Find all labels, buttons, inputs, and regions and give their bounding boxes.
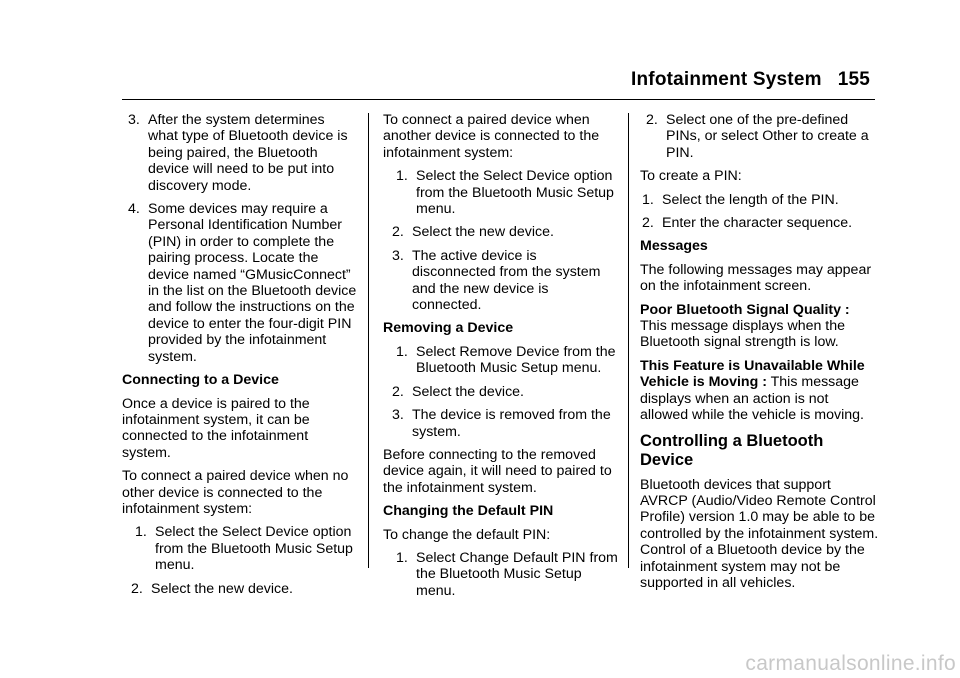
list-number: 1. [642,191,654,208]
section-title: Infotainment System [631,69,822,90]
subheading-changing-pin: Changing the Default PIN [383,503,554,520]
list-item [383,168,619,217]
watermark: carmanualsonline.info [745,652,956,675]
subheading-messages: Messages [640,238,708,255]
list-item [383,550,619,599]
list-text: Select the Select Device option from the Bluetooth Music Setup menu. [155,524,353,574]
header-rule [122,99,875,100]
paragraph: Before connecting to the removed device again, it will need to paired to the infotainment system. [383,446,612,496]
list-number: 3. [392,407,404,424]
message-label: Poor Bluetooth Signal Quality : [640,301,850,318]
list-item [383,248,619,314]
list-number: 2. [392,224,404,241]
list-number: 1. [135,524,147,541]
page-number: 155 [837,69,870,90]
list-item [640,215,880,231]
list-text: Select the length of the PIN. [662,191,839,208]
list-text: Select one of the pre-defined PINs, or select Other to create a PIN. [666,112,869,161]
list-text: Enter the character sequence. [662,215,853,232]
list-text: Select Remove Device from the Bluetooth Music Setup menu. [416,343,616,377]
list-number: 3. [128,112,140,128]
list-number: 1. [396,549,408,566]
list-text: The device is removed from the system. [412,407,611,440]
list-number: 3. [392,247,404,264]
list-number: 1. [396,343,408,360]
paragraph: The following messages may appear on the infotainment screen. [640,261,872,295]
list-item [383,224,619,240]
message-text: This message displays when an action is not allowed while the vehicle is moving. [640,374,864,424]
list-number: 4. [128,201,140,218]
list-text: Select the Select Device option from the Bluetooth Music Setup menu. [416,168,614,218]
list-item [122,201,358,365]
list-item [383,344,619,377]
list-number: 2. [646,112,658,128]
list-number: 1. [396,168,408,185]
list-number: 2. [131,580,143,597]
list-number: 2. [642,215,654,232]
page-header [600,69,870,91]
list-number: 2. [392,383,404,400]
list-item [122,524,358,573]
list-text: Some devices may require a Personal Identification Number (PIN) in order to complete the pairing process. Locate the device named “GMusicConnect” in the list on the Bluetooth device and follow the instructions on the device to enter the four-digit PIN provided by the infotainment system. [148,201,357,365]
list-item [640,112,880,161]
paragraph: Bluetooth devices that support AVRCP (Audio/Video Remote Control Profile) version 1.0 may be able to be controlled by the infotainment system. Control of a Bluetooth device by the infotainment system may not be supported in all vehicles. [640,476,879,591]
paragraph: To connect a paired device when no other device is connected to the infotainment system: [122,468,349,517]
list-item [383,407,619,440]
message-text: This message displays when the Bluetooth signal strength is low. [640,318,846,351]
message-label: This Feature is Unavailable While Vehicle is Moving : [640,357,865,391]
list-text: The active device is disconnected from the system and the new device is connected. [412,247,601,314]
column-1 [122,112,358,604]
paragraph: To connect a paired device when another device is connected to the infotainment system: [383,112,600,161]
list-item [383,384,619,400]
list-item [122,112,358,194]
list-text: After the system determines what type of Bluetooth device is being paired, the Bluetooth device will need to be put into discovery mode. [148,112,348,194]
message-entry [640,302,880,351]
column-3 [640,112,880,598]
list-text: Select the new device. [412,224,554,241]
list-item [640,192,880,208]
column-2 [383,112,619,606]
paragraph: To change the default PIN: [383,526,551,543]
list-text: Select the device. [412,383,524,400]
column-divider-2 [628,113,629,568]
list-text: Select Change Default PIN from the Bluetooth Music Setup menu. [416,549,618,599]
paragraph: To create a PIN: [640,168,742,185]
subheading-connecting: Connecting to a Device [122,372,279,389]
paragraph: Once a device is paired to the infotainment system, it can be connected to the infotainment system. [122,395,310,461]
list-text: Select the new device. [151,580,293,597]
message-entry [640,358,880,424]
subheading-removing: Removing a Device [383,320,514,337]
section-heading: Controlling a Bluetooth Device [640,431,824,469]
list-item [122,581,358,597]
column-divider-1 [368,113,369,568]
